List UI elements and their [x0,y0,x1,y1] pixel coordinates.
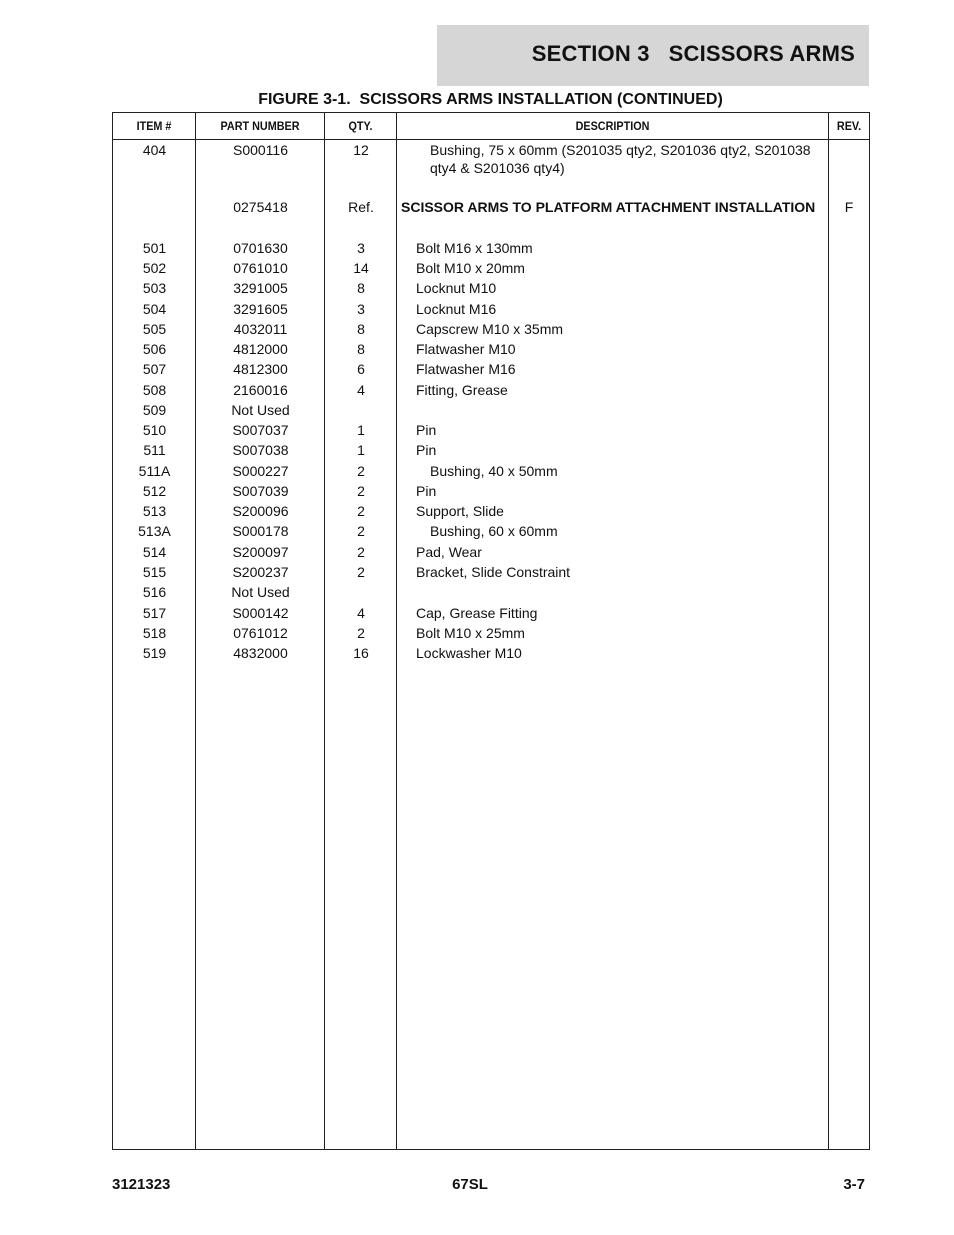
revision: F [844,199,854,215]
description: Bolt M16 x 130mm [416,240,533,256]
figure-title: FIGURE 3-1. SCISSORS ARMS INSTALLATION (CONTINUED) [258,91,723,108]
item-number: 517 [142,605,167,621]
quantity: 16 [353,645,369,661]
quantity: 8 [357,280,365,296]
part-number: 0701630 [233,240,288,256]
part-number: 0761012 [233,625,288,641]
item-number: 505 [142,321,167,337]
section-header [437,25,869,86]
part-number: 2160016 [233,382,288,398]
quantity: 2 [357,544,365,560]
quantity: 6 [357,361,365,377]
footer-doc-number: 3121323 [112,1176,171,1193]
item-number: 404 [142,142,167,158]
description: Pin [416,442,437,458]
quantity: 3 [357,240,365,256]
item-number: 516 [142,584,167,600]
description: Pin [416,483,437,499]
item-number: 515 [142,564,167,580]
description: Bushing, 60 x 60mm [430,523,558,539]
description: Support, Slide [416,503,504,519]
part-number: S007039 [232,483,289,499]
item-number: 514 [142,544,167,560]
part-number: S000227 [232,463,289,479]
item-number: 502 [142,260,167,276]
item-number: 513A [138,523,171,539]
description: Fitting, Grease [416,382,508,398]
item-number: 503 [142,280,167,296]
description: Lockwasher M10 [416,645,522,661]
description: Flatwasher M16 [416,361,516,377]
item-number: 518 [142,625,167,641]
quantity: Ref. [348,199,374,215]
description: Bushing, 40 x 50mm [430,463,558,479]
description: Pin [416,422,437,438]
description: Capscrew M10 x 35mm [416,321,564,337]
part-number: 0761010 [233,260,288,276]
header-item: ITEM # [136,119,172,133]
quantity: 4 [357,605,365,621]
header-rev: REV. [836,119,862,133]
part-number: 3291605 [233,301,288,317]
quantity: 8 [357,341,365,357]
description: SCISSOR ARMS TO PLATFORM ATTACHMENT INSTALLATION [401,199,816,215]
item-number: 509 [142,402,167,418]
part-number: S200097 [232,544,289,560]
item-number: 510 [142,422,167,438]
header-part-number: PART NUMBER [220,119,300,133]
part-number: S000178 [232,523,289,539]
header-qty: QTY. [348,119,373,133]
quantity: 2 [357,463,365,479]
part-number: 4032011 [233,321,288,337]
quantity: 2 [357,564,365,580]
footer-model: 67SL [452,1176,488,1193]
part-number: 4832000 [233,645,288,661]
section-title: SECTION 3 SCISSORS ARMS [531,41,855,66]
item-number: 519 [142,645,167,661]
part-number: S200096 [232,503,289,519]
quantity: 8 [357,321,365,337]
description: Locknut M16 [416,301,497,317]
part-number: Not Used [231,402,290,418]
description: Bolt M10 x 20mm [416,260,525,276]
quantity: 4 [357,382,365,398]
quantity: 2 [357,503,365,519]
part-number: Not Used [231,584,290,600]
item-number: 511 [143,442,166,458]
part-number: S007037 [232,422,289,438]
header-description: DESCRIPTION [575,119,650,133]
part-number: 0275418 [233,199,288,215]
header-divider [113,139,869,140]
item-number: 513 [142,503,167,519]
quantity: 2 [357,625,365,641]
quantity: 12 [353,142,369,158]
quantity: 14 [353,260,369,276]
item-number: 512 [142,483,167,499]
quantity: 1 [357,422,365,438]
description: Cap, Grease Fitting [416,605,538,621]
item-number: 506 [142,341,167,357]
part-number: 4812000 [233,341,288,357]
quantity: 3 [357,301,365,317]
parts-table [112,112,870,1150]
item-number: 508 [142,382,167,398]
quantity: 2 [357,523,365,539]
quantity: 1 [357,442,365,458]
description: Bracket, Slide Constraint [416,564,571,580]
part-number: S000142 [232,605,289,621]
description: Locknut M10 [416,280,497,296]
item-number: 507 [142,361,167,377]
item-number: 504 [142,301,167,317]
footer-page-number: 3-7 [843,1176,865,1193]
part-number: 3291005 [233,280,288,296]
description: Bolt M10 x 25mm [416,625,525,641]
part-number: S000116 [232,142,288,158]
part-number: 4812300 [233,361,288,377]
quantity: 2 [357,483,365,499]
part-number: S007038 [232,442,289,458]
item-number: 501 [142,240,167,256]
description: Bushing, 75 x 60mm (S201035 qty2, S201036 qty2, S201038 qty4 & S201036 qty4) [430,142,811,176]
item-number: 511A [138,463,171,479]
description: Flatwasher M10 [416,341,516,357]
part-number: S200237 [232,564,289,580]
description: Pad, Wear [416,544,482,560]
